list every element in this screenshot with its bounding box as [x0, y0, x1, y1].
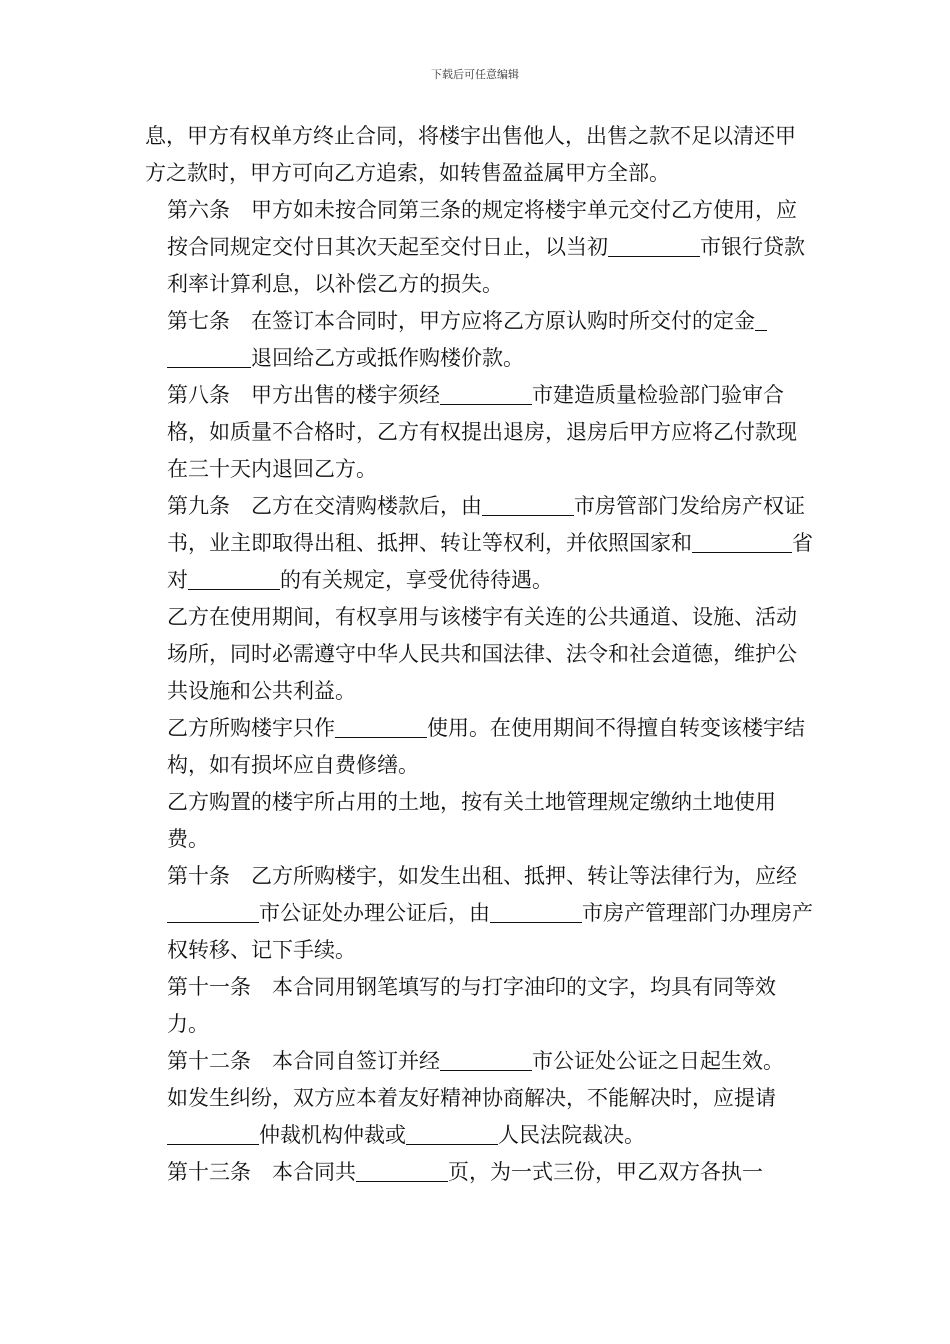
- fill-blank: [167, 346, 251, 368]
- paragraph-article-6: 第六条 甲方如未按合同第三条的规定将楼宇单元交付乙方使用，应按合同规定交付日其次天起至交付日止，以当初 市银行贷款利率计算利息，以补偿乙方的损失。: [167, 198, 805, 296]
- fill-blank: [490, 901, 582, 923]
- document-body: [145, 118, 815, 1191]
- paragraph-article-11: 第十一条 本合同用钢笔填写的与打字油印的文字，均具有同等效力。: [167, 975, 776, 1036]
- paragraph-continuation: 息，甲方有权单方终止合同，将楼宇出售他人，出售之款不足以清还甲方之款时，甲方可向乙方追索，如转售盈益属甲方全部。: [145, 124, 796, 185]
- paragraph-article-10: 第十条 乙方所购楼宇，如发生出租、抵押、转让等法律行为，应经市公证处办理公证后，由 市房产管理部门办理房产权转移、记下手续。: [167, 864, 813, 962]
- fill-blank: [188, 568, 280, 590]
- fill-blank: [692, 531, 748, 553]
- fill-blank: [440, 1049, 532, 1071]
- paragraph-land-fee: 乙方购置的楼宇所占用的土地，按有关土地管理规定缴纳土地使用费。: [167, 790, 776, 851]
- fill-blank: [406, 1123, 498, 1145]
- fill-blank: [755, 309, 767, 331]
- fill-blank: [335, 716, 427, 738]
- paragraph-article-13: 第十三条 本合同共 页，为一式三份，甲乙双方各执一: [167, 1160, 763, 1184]
- fill-blank: [608, 235, 700, 257]
- paragraph-usage: 乙方所购楼宇只作 使用。在使用期间不得擅自转变该楼宇结构，如有损坏应自费修缮。: [167, 716, 805, 777]
- paragraph-article-8: 第八条 甲方出售的楼宇须经 市建造质量检验部门验审合格，如质量不合格时，乙方有权提出退房，退房后甲方应将乙付款现在三十天内退回乙方。: [167, 383, 797, 481]
- paragraph-article-12: 第十二条 本合同自签订并经 市公证处公证之日起生效。: [167, 1049, 784, 1073]
- fill-blank: [482, 494, 574, 516]
- page-header: 下载后可任意编辑: [431, 68, 519, 81]
- fill-blank: [167, 1123, 259, 1145]
- paragraph-public-facilities: 乙方在使用期间，有权享用与该楼宇有关连的公共通道、设施、活动场所，同时必需遵守中华人民共和国法律、法令和社会道德，维护公共设施和公共利益。: [167, 605, 797, 703]
- fill-blank: [440, 383, 532, 405]
- paragraph-dispute: 如发生纠纷，双方应本着友好精神协商解决，不能解决时，应提请仲裁机构仲裁或 人民法院裁决。: [167, 1086, 776, 1147]
- paragraph-article-9: 第九条 乙方在交清购楼款后，由 市房管部门发给房产权证书，业主即取得出租、抵押、转让等权利，并依照国家和 省对 的有关规定，享受优待待遇。: [167, 494, 813, 592]
- fill-blank: [356, 1160, 448, 1182]
- paragraph-article-7: 第七条 在签订本合同时，甲方应将乙方原认购时所交付的定金退回给乙方或抵作购楼价款。: [145, 303, 815, 377]
- fill-blank: [748, 531, 792, 553]
- fill-blank: [167, 901, 259, 923]
